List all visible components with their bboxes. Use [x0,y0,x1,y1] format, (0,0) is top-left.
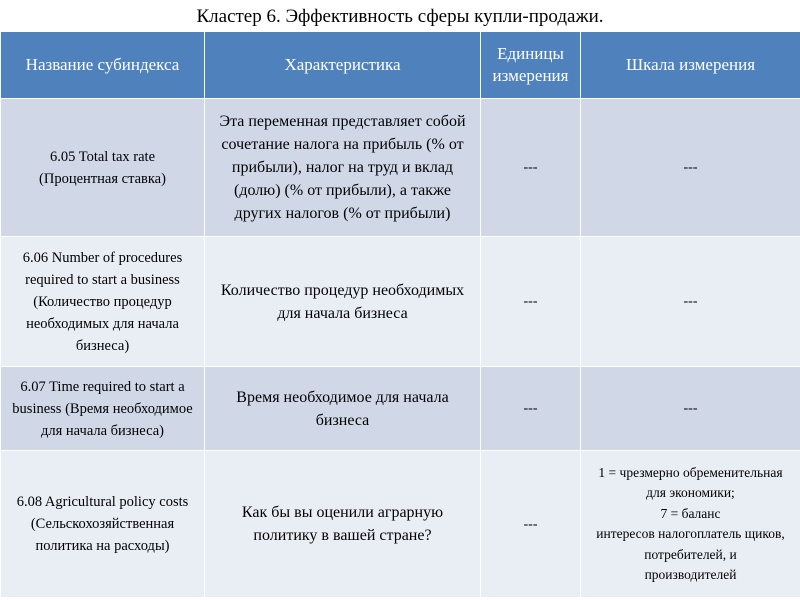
cell-scale: --- [581,99,800,237]
cell-name: 6.06 Number of procedures required to start a business (Количество процедур необходимых для начала бизнеса) [1,237,205,367]
cell-units: --- [481,237,581,367]
header-description: Характеристика [205,32,481,99]
cell-name: 6.05 Total tax rate (Процентная ставка) [1,99,205,237]
cell-units: --- [481,451,581,598]
cell-scale: --- [581,237,800,367]
cell-description: Количество процедур необходимых для начала бизнеса [205,237,481,367]
table-row [1,99,800,237]
slide-title: Кластер 6. Эффективность сферы купли-продажи. [196,6,604,27]
cell-scale: 1 = чрезмерно обременительная для экономики; 7 = баланс интересов налогоплатель щиков, потребителей, и производителей [581,451,800,598]
header-scale: Шкала измерения [581,32,800,99]
table-row [1,237,800,367]
header-units: Единицы измерения [481,32,581,99]
header-name: Название субиндекса [1,32,205,99]
table-header-row [1,32,800,99]
cell-name: 6.08 Agricultural policy costs (Сельскохозяйственная политика на расходы) [1,451,205,598]
table-row [1,451,800,598]
cell-scale: --- [581,367,800,451]
table-row [1,367,800,451]
cell-name: 6.07 Time required to start a business (Время необходимое для начала бизнеса) [1,367,205,451]
cell-units: --- [481,367,581,451]
cell-description: Время необходимое для начала бизнеса [205,367,481,451]
cell-description: Эта переменная представляет собой сочетание налога на прибыль (% от прибыли), налог на труд и вклад (долю) (% от прибыли), а также других налогов (% от прибыли) [205,99,481,237]
cell-units: --- [481,99,581,237]
subindex-table [0,31,800,598]
cell-description: Как бы вы оценили аграрную политику в вашей стране? [205,451,481,598]
